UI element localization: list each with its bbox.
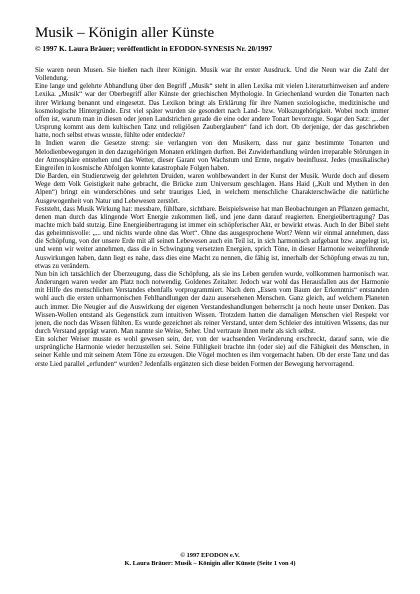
paragraph: Sie waren neun Musen. Sie hießen nach ihrer Königin. Musik war ihr erster Ausdruck. Und die Neun war die Zahl der Vollendung.: [35, 67, 389, 83]
document-body: [35, 67, 389, 572]
footer-copyright: © 1997 EFODON e.V.: [180, 552, 240, 559]
paragraph: Feststeht, dass Musik Wirkung hat: messbare, fühlbare, sichtbare. Beispielsweise hat man Beobachtungen an Pflanzen gemacht, denen man durch das klingende Wort Energie zukommen ließ, und jene dann darauf reagierten. Energieübertragung? Das machte mich bald stutzig. Eine Energieübertragung ist immer ein schöpferischer Akt, er bewirkt etwas. Auch In der Bibel steht das geheimnisvolle: „... und nichts wurde ohne das Wort“. Ohne das ausgesprochene Wort? Wenn wir einmal annehmen, dass die Schöpfung, von der unsere Erde mit all seinen Lebewesen auch ein Teil ist, in sich harmonisch aufgebaut bzw. angelegt ist, und wenn wir weiter annehmen, dass die in Schwingung versetzten Energien, sprich Töne, in dieser Harmonie weiterführende Auswirkungen haben, dann liegt es nahe, dass dies eine Macht zu nennen, die fähig ist, innerhalb der Schöpfung etwas zu tun, etwas zu verändern.: [35, 205, 389, 270]
paragraph: Ein solcher Weiser musste es wohl gewesen sein, der, von der wachsenden Veränderung erschreckt, darauf sann, wie die ursprüngliche Harmonie wieder herzustellen sei. Seine Fühligkeit brachte ihn (oder sie) auf die Fähigkeit des Menschen, in seiner Kehle und mit seinem Atem Töne zu erzeugen. Die Vögel mochten es ihm vorgemacht haben. Ob der erste Tanz und das erste Lied parallel „erfunden“ wurden? Jedenfalls ergänzten sich diese beiden Formen der Bewegung hervorragend.: [35, 336, 389, 368]
footer-page-info: K. Laura Bräuer: Musik – Königin aller Künste (Seite 1 von 4): [124, 560, 296, 567]
paragraph: Die Barden, ein Studienzweig der gelehrten Druiden, waren wohlbewandert in der Kunst der Musik. Wurde doch auf diesem Wege dem Volk Geistigkeit nahe gebracht, die Brücke zum Universum geschlagen. Hans Haid („Kult und Mythen in den Alpen“) bringt ein wunderschönes und sehr trauriges Lied, in welchem menschliche Charakterschwäche die natürliche Ausgewogenheit von Natur und Lebewesen zerstört.: [35, 173, 389, 205]
document-title: Musik – Königin aller Künste: [35, 25, 215, 41]
paragraph: In Indien waren die Gesetze streng: sie verlangten von den Musikern, dass nur ganz bestimmte Tonarten und Melodienbewegungen in den dazugehörigen Monaten erklingen durften. Bei Zuwiderhandlung würden irreparable Störungen in der Atmosphäre entstehen und das Wetter, dieser Garant von Wachstum und Ernte, negativ beeinflusst. Jedes (musikalische) Eingreifen in kosmische Abfolgen konnte katastrophale Folgen haben.: [35, 140, 389, 172]
paragraph: Eine lange und gelehrte Abhandlung über den Begriff „Musik“ steht in allen Lexika mit vielen Literaturhinweisen auf andere Lexika. „Musik“ war der Oberbegriff aller Künste der griechischen Mythologie. In Griechenland wurden die Tonarten nach ihrer Wirkung benannt und eingesetzt. Das Lexikon bringt als Erklärung für ihre Namen soziologische, medizinische und kosmologische Hintergründe. Erst viel später wurden sie gesondert nach Land- bzw. Volkszugehörigkeit. Wobei noch immer offen ist, warum man in diesen oder jenen Landstrichen gerade die eine oder andere Tonart bevorzugte. Sogar den Satz: „...der Ursprung kommt aus dem kultischen Tanz und religiösen Zauberglauben“ fand ich dort. Ob derjenige, der das geschrieben hatte, noch selbst etwas wusste, fühlte oder entdeckte?: [35, 83, 389, 140]
page-footer: [0, 552, 420, 568]
document-subtitle: © 1997 K. Laura Bräuer; veröffentlicht in EFODON-SYNESIS Nr. 20/1997: [35, 44, 273, 53]
paragraph: Nun bin ich tatsächlich der Überzeugung, dass die Schöpfung, als sie ins Leben gerufen wurde, vollkommen harmonisch war. Änderungen waren weder am Platz noch notwendig. Goldenes Zeitalter. Jedoch war wohl das Herausfallen aus der Harmonie mit Hilfe des menschlichen Verstandes ebenfalls vorprogrammiert. Nach dem „Essen vom Baum der Erkenntnis“ entstanden wohl auch die ersten unharmonischen Fehlhandlungen der dazu ausersehenen Menschen. Ganz gleich, auf welchem Planeten auch immer. Die Neugier auf die Auswirkung der eigenen Verstandeshandlungen beherrscht ja noch heute unser Denken. Das Wissen-Wollen entstand als Gegenstück zum intuitiven Wissen. Trotzdem hatten die damaligen Menschen viel Respekt vor jenen, die noch das Wissen fühlten. Es wurde gezeichnet als reiner Verstand, unter dem Schleier des intuitiven Wissens, das nur durch Verstand geprägt waren. Man nannte sie Weise, Seher. Und vertraute ihnen mehr als sich selbst.: [35, 270, 389, 335]
